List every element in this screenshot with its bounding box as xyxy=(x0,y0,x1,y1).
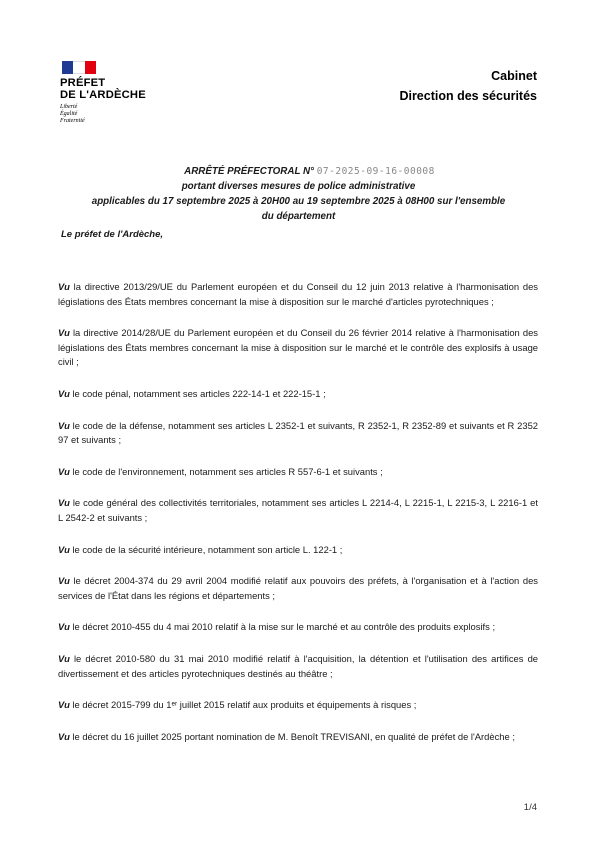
visa-text: le décret du 16 juillet 2025 portant nomination de M. Benoît TREVISANI, en qualité de préfet de l'Ardèche ; xyxy=(72,730,515,742)
logo-line-2: DE L'ARDÈCHE xyxy=(60,89,146,101)
visa-text: le code de la défense, notamment ses articles L 2352-1 et suivants, R 2352-1, R 2352-89 et suivants et R 2352 97 et suivants ; xyxy=(58,419,538,446)
visa-vu: Vu xyxy=(58,327,70,339)
visa-paragraph xyxy=(58,730,538,745)
page-number: 1/4 xyxy=(523,802,537,813)
visa-vu: Vu xyxy=(58,575,70,587)
visa-text: le code général des collectivités territoriales, notamment ses articles L 2214-4, L 2215-1, L 2215-3, L 2216-1 et L 2542-2 et suivants ; xyxy=(58,497,538,523)
visa-paragraph xyxy=(58,465,538,480)
service-header xyxy=(399,66,537,106)
arrete-subject-line-3: du département xyxy=(261,211,336,222)
visa-vu: Vu xyxy=(58,387,70,399)
visas-body xyxy=(58,280,538,761)
visa-vu: Vu xyxy=(58,419,70,431)
visa-text: le décret 2004-374 du 29 avril 2004 modifié relatif aux pouvoirs des préfets, à l'organisation et à l'action des services de l'État dans les régions et départements ; xyxy=(58,575,538,601)
visa-vu: Vu xyxy=(58,730,70,742)
visa-paragraph xyxy=(58,496,538,525)
visa-paragraph xyxy=(58,419,538,448)
visa-paragraph xyxy=(58,652,538,681)
visa-vu: Vu xyxy=(58,465,70,477)
prefet-line: Le préfet de l'Ardèche, xyxy=(61,229,164,240)
arrete-subject-line-1: portant diverses mesures de police administrative xyxy=(181,181,416,192)
prefecture-logo xyxy=(60,61,170,125)
visa-text: le décret 2015-799 du 1ᵉʳ juillet 2015 relatif aux produits et équipements à risques ; xyxy=(72,699,417,711)
visa-paragraph xyxy=(58,698,538,713)
visa-paragraph xyxy=(58,543,538,558)
visa-vu: Vu xyxy=(58,699,70,711)
logo-title xyxy=(60,77,170,101)
service-direction: Direction des sécurités xyxy=(399,89,537,103)
motto-fraternite: Fraternité xyxy=(60,118,85,124)
marianne-flag-icon xyxy=(62,61,96,74)
arrete-title xyxy=(60,164,537,224)
visa-text: le décret 2010-455 du 4 mai 2010 relatif à la mise sur le marché et au contrôle des produits explosifs ; xyxy=(72,621,496,633)
visa-text: le code de la sécurité intérieure, notamment son article L. 122-1 ; xyxy=(72,543,343,555)
visa-paragraph xyxy=(58,280,538,309)
visa-text: la directive 2014/28/UE du Parlement européen et du Conseil du 26 février 2014 relative à l'harmonisation des législations des États membres concernant la mise à disposition sur le marché et le contrôle des explosifs à usage civil ; xyxy=(58,327,538,368)
arrete-number: 07-2025-09-16-00008 xyxy=(316,166,435,177)
visa-text: le code pénal, notamment ses articles 222-14-1 et 222-15-1 ; xyxy=(72,387,326,399)
motto xyxy=(60,104,170,125)
visa-paragraph xyxy=(58,387,538,402)
visa-text: le décret 2010-580 du 31 mai 2010 modifié relatif à l'acquisition, la détention et l'utilisation des artifices de divertissement et des articles pyrotechniques destinés au théâtre ; xyxy=(58,652,538,679)
motto-liberte: Liberté xyxy=(60,104,78,110)
visa-text: le code de l'environnement, notamment ses articles R 557-6-1 et suivants ; xyxy=(72,465,383,477)
visa-paragraph xyxy=(58,326,538,370)
visa-vu: Vu xyxy=(58,652,70,664)
service-cabinet: Cabinet xyxy=(491,69,537,83)
visa-vu: Vu xyxy=(58,281,70,292)
arrete-label: ARRÊTÉ PRÉFECTORAL N° xyxy=(184,166,314,177)
visa-vu: Vu xyxy=(58,497,70,509)
logo-line-1: PRÉFET xyxy=(60,77,106,89)
visa-vu: Vu xyxy=(58,543,70,555)
motto-egalite: Égalité xyxy=(60,111,78,117)
visa-paragraph xyxy=(58,620,538,635)
arrete-heading xyxy=(60,164,537,179)
visa-paragraph xyxy=(58,574,538,603)
arrete-subject-line-2: applicables du 17 septembre 2025 à 20H00 au 19 septembre 2025 à 08H00 sur l'ensemble xyxy=(91,196,506,207)
visa-text: la directive 2013/29/UE du Parlement européen et du Conseil du 12 juin 2013 relative à l'harmonisation des législations des États membres concernant la mise à disposition sur le marché d'articles pyrotechniques ; xyxy=(58,281,538,307)
visa-vu: Vu xyxy=(58,621,70,633)
